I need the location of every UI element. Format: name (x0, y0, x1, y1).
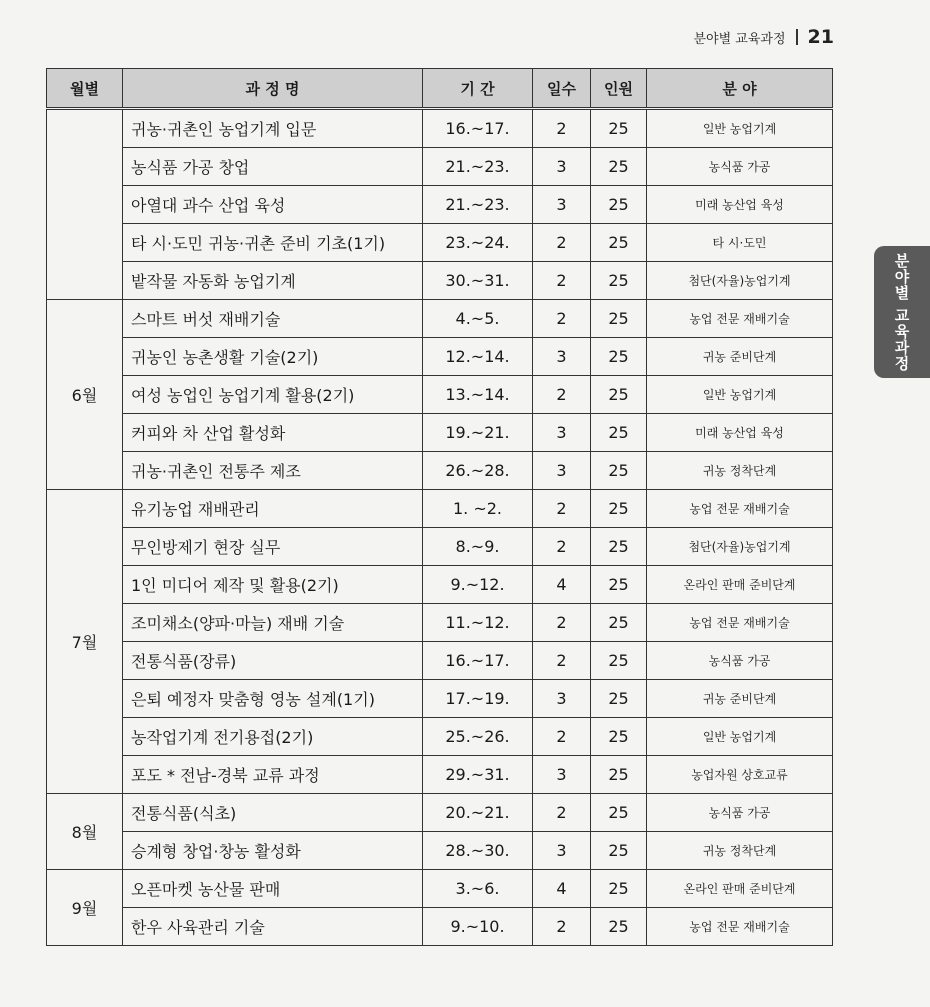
period-cell: 8.~9. (423, 528, 533, 566)
days-cell: 2 (533, 528, 591, 566)
table-row (47, 414, 833, 452)
month-cell: 8월 (47, 794, 123, 870)
period-cell: 21.~23. (423, 186, 533, 224)
capacity-cell: 25 (591, 832, 647, 870)
period-cell: 3.~6. (423, 870, 533, 908)
section-title: 분야별 교육과정 (693, 31, 786, 47)
days-cell: 3 (533, 832, 591, 870)
days-cell: 2 (533, 224, 591, 262)
period-cell: 20.~21. (423, 794, 533, 832)
period-cell: 29.~31. (423, 756, 533, 794)
capacity-cell: 25 (591, 186, 647, 224)
header-month: 월별 (47, 69, 123, 109)
field-cell: 일반 농업기계 (647, 109, 833, 148)
capacity-cell: 25 (591, 262, 647, 300)
table-row (47, 604, 833, 642)
capacity-cell: 25 (591, 642, 647, 680)
course-title-cell: 조미채소(양파·마늘) 재배 기술 (123, 604, 423, 642)
period-cell: 16.~17. (423, 642, 533, 680)
table-row (47, 680, 833, 718)
period-cell: 17.~19. (423, 680, 533, 718)
month-cell: 6월 (47, 300, 123, 490)
period-cell: 12.~14. (423, 338, 533, 376)
field-cell: 농업 전문 재배기술 (647, 490, 833, 528)
field-cell: 온라인 판매 준비단계 (647, 566, 833, 604)
days-cell: 3 (533, 680, 591, 718)
table-row (47, 148, 833, 186)
period-cell: 16.~17. (423, 109, 533, 148)
course-title-cell: 귀농·귀촌인 농업기계 입문 (123, 109, 423, 148)
table-row (47, 870, 833, 908)
table-header-row (47, 69, 833, 109)
table-row (47, 262, 833, 300)
period-cell: 28.~30. (423, 832, 533, 870)
month-cell (47, 109, 123, 300)
days-cell: 2 (533, 490, 591, 528)
table-body (47, 109, 833, 946)
period-cell: 4.~5. (423, 300, 533, 338)
table-row (47, 109, 833, 148)
capacity-cell: 25 (591, 680, 647, 718)
section-side-tab[interactable] (874, 246, 930, 378)
days-cell: 2 (533, 642, 591, 680)
field-cell: 귀농 준비단계 (647, 338, 833, 376)
field-cell: 농식품 가공 (647, 148, 833, 186)
field-cell: 첨단(자율)농업기계 (647, 528, 833, 566)
days-cell: 2 (533, 262, 591, 300)
capacity-cell: 25 (591, 338, 647, 376)
table-row (47, 452, 833, 490)
course-title-cell: 아열대 과수 산업 육성 (123, 186, 423, 224)
period-cell: 11.~12. (423, 604, 533, 642)
period-cell: 9.~12. (423, 566, 533, 604)
capacity-cell: 25 (591, 794, 647, 832)
capacity-cell: 25 (591, 452, 647, 490)
field-cell: 온라인 판매 준비단계 (647, 870, 833, 908)
capacity-cell: 25 (591, 414, 647, 452)
capacity-cell: 25 (591, 376, 647, 414)
capacity-cell: 25 (591, 300, 647, 338)
period-cell: 19.~21. (423, 414, 533, 452)
course-title-cell: 커피와 차 산업 활성화 (123, 414, 423, 452)
table-row (47, 718, 833, 756)
days-cell: 3 (533, 186, 591, 224)
days-cell: 4 (533, 566, 591, 604)
days-cell: 2 (533, 300, 591, 338)
field-cell: 농업 전문 재배기술 (647, 908, 833, 946)
field-cell: 귀농 준비단계 (647, 680, 833, 718)
course-title-cell: 귀농·귀촌인 전통주 제조 (123, 452, 423, 490)
days-cell: 4 (533, 870, 591, 908)
field-cell: 귀농 정착단계 (647, 832, 833, 870)
course-title-cell: 한우 사육관리 기술 (123, 908, 423, 946)
table-row (47, 376, 833, 414)
table-row (47, 566, 833, 604)
period-cell: 30.~31. (423, 262, 533, 300)
table-row (47, 642, 833, 680)
course-title-cell: 농식품 가공 창업 (123, 148, 423, 186)
period-cell: 21.~23. (423, 148, 533, 186)
course-title-cell: 타 시·도민 귀농·귀촌 준비 기초(1기) (123, 224, 423, 262)
month-cell: 7월 (47, 490, 123, 794)
page-header (694, 26, 835, 48)
field-cell: 일반 농업기계 (647, 718, 833, 756)
course-title-cell: 농작업기계 전기용접(2기) (123, 718, 423, 756)
field-cell: 귀농 정착단계 (647, 452, 833, 490)
course-title-cell: 전통식품(장류) (123, 642, 423, 680)
course-title-cell: 전통식품(식초) (123, 794, 423, 832)
table-row (47, 186, 833, 224)
period-cell: 13.~14. (423, 376, 533, 414)
header-capacity: 인원 (591, 69, 647, 109)
course-title-cell: 귀농인 농촌생활 기술(2기) (123, 338, 423, 376)
days-cell: 2 (533, 376, 591, 414)
course-title-cell: 스마트 버섯 재배기술 (123, 300, 423, 338)
course-title-cell: 은퇴 예정자 맞춤형 영농 설계(1기) (123, 680, 423, 718)
course-title-cell: 오픈마켓 농산물 판매 (123, 870, 423, 908)
course-title-cell: 밭작물 자동화 농업기계 (123, 262, 423, 300)
side-tab-label: 분야별 교육과정 (892, 252, 911, 372)
table-row (47, 908, 833, 946)
days-cell: 2 (533, 908, 591, 946)
days-cell: 3 (533, 452, 591, 490)
capacity-cell: 25 (591, 870, 647, 908)
header-days: 일수 (533, 69, 591, 109)
course-title-cell: 유기농업 재배관리 (123, 490, 423, 528)
header-title: 과 정 명 (123, 69, 423, 109)
table-row (47, 756, 833, 794)
capacity-cell: 25 (591, 148, 647, 186)
field-cell: 첨단(자율)농업기계 (647, 262, 833, 300)
course-title-cell: 여성 농업인 농업기계 활용(2기) (123, 376, 423, 414)
header-divider (796, 29, 798, 45)
days-cell: 2 (533, 109, 591, 148)
capacity-cell: 25 (591, 566, 647, 604)
course-title-cell: 무인방제기 현장 실무 (123, 528, 423, 566)
capacity-cell: 25 (591, 756, 647, 794)
capacity-cell: 25 (591, 224, 647, 262)
field-cell: 일반 농업기계 (647, 376, 833, 414)
capacity-cell: 25 (591, 528, 647, 566)
capacity-cell: 25 (591, 718, 647, 756)
course-title-cell: 1인 미디어 제작 및 활용(2기) (123, 566, 423, 604)
field-cell: 미래 농산업 육성 (647, 186, 833, 224)
period-cell: 9.~10. (423, 908, 533, 946)
period-cell: 26.~28. (423, 452, 533, 490)
capacity-cell: 25 (591, 490, 647, 528)
days-cell: 3 (533, 414, 591, 452)
table-row (47, 794, 833, 832)
field-cell: 농업자원 상호교류 (647, 756, 833, 794)
course-schedule-table (46, 68, 833, 946)
header-field: 분 야 (647, 69, 833, 109)
table-row (47, 490, 833, 528)
period-cell: 1. ~2. (423, 490, 533, 528)
days-cell: 2 (533, 604, 591, 642)
days-cell: 2 (533, 718, 591, 756)
course-title-cell: 승계형 창업·창농 활성화 (123, 832, 423, 870)
capacity-cell: 25 (591, 109, 647, 148)
table-row (47, 224, 833, 262)
page-number: 21 (807, 26, 834, 48)
table-row (47, 528, 833, 566)
field-cell: 타 시·도민 (647, 224, 833, 262)
days-cell: 2 (533, 794, 591, 832)
days-cell: 3 (533, 148, 591, 186)
period-cell: 25.~26. (423, 718, 533, 756)
field-cell: 농업 전문 재배기술 (647, 604, 833, 642)
field-cell: 미래 농산업 육성 (647, 414, 833, 452)
course-title-cell: 포도 * 전남-경북 교류 과정 (123, 756, 423, 794)
field-cell: 농식품 가공 (647, 642, 833, 680)
field-cell: 농업 전문 재배기술 (647, 300, 833, 338)
table-row (47, 300, 833, 338)
month-cell: 9월 (47, 870, 123, 946)
days-cell: 3 (533, 756, 591, 794)
capacity-cell: 25 (591, 908, 647, 946)
capacity-cell: 25 (591, 604, 647, 642)
field-cell: 농식품 가공 (647, 794, 833, 832)
table-row (47, 832, 833, 870)
table-row (47, 338, 833, 376)
header-period: 기 간 (423, 69, 533, 109)
period-cell: 23.~24. (423, 224, 533, 262)
days-cell: 3 (533, 338, 591, 376)
